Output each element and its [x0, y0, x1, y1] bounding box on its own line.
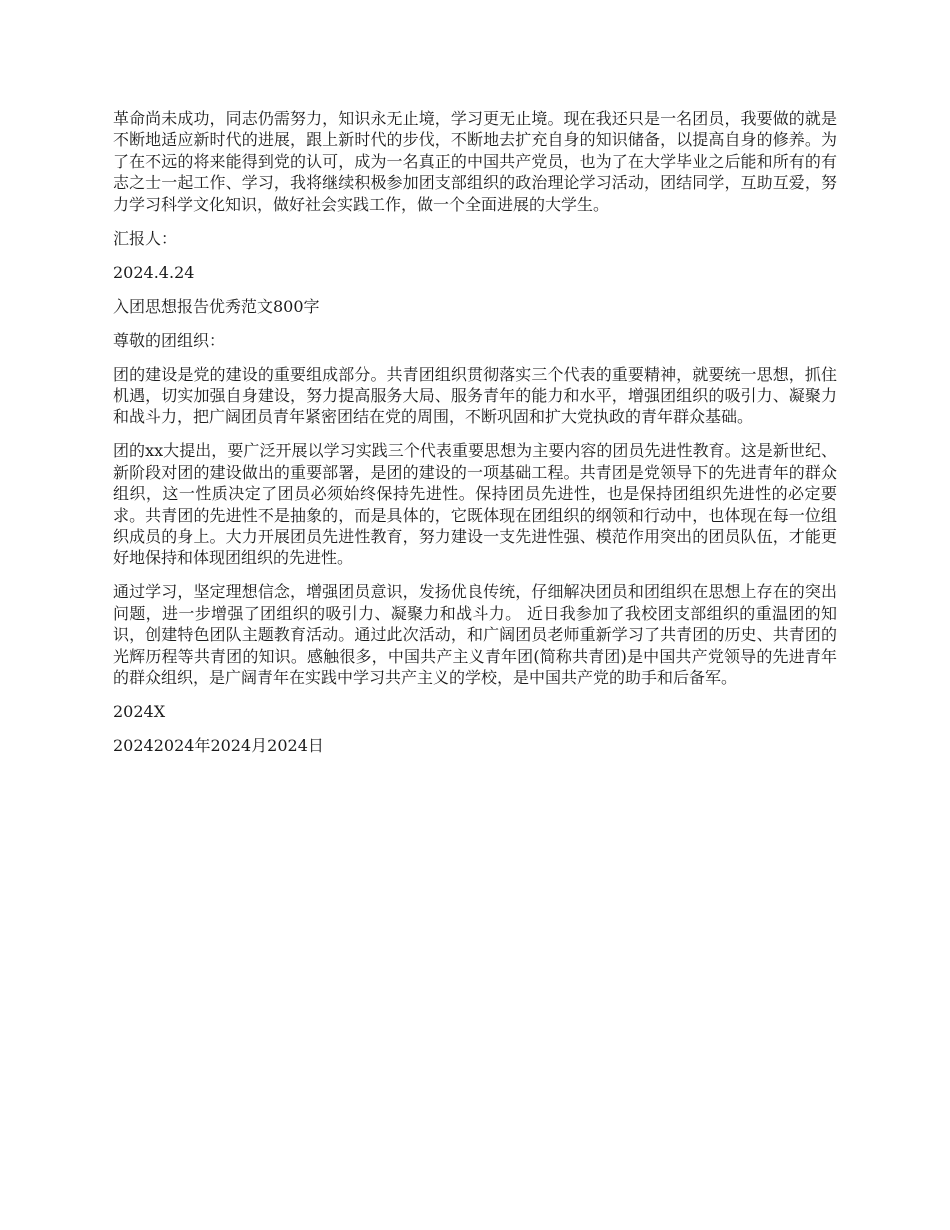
document-title: 入团思想报告优秀范文800字 [113, 296, 320, 316]
document-page [113, 108, 837, 769]
paragraph-closing: 革命尚未成功，同志仍需努力，知识永无止境，学习更无止境。现在我还只是一名团员，我要做的就是不断地适应新时代的进展，跟上新时代的步伐，不断地去扩充自身的知识储备，以提高自身的修养。为了在不远的将来能得到党的认可，成为一名真正的中国共产党员，也为了在大学毕业之后能和所有的有志之士一起工作、学习，我将继续积极参加团支部组织的政治理论学习活动，团结同学，互助互爱，努力学习科学文化知识，做好社会实践工作，做一个全面进展的大学生。 [113, 109, 837, 214]
paragraph-body-3: 通过学习，坚定理想信念，增强团员意识，发扬优良传统，仔细解决团员和团组织在思想上存在的突出问题，进一步增强了团组织的吸引力、凝聚力和战斗力。 近日我参加了我校团支部组织的重温团的知识，创建特色团队主题教育活动。通过此次活动，和广阔团员老师重新学习了共青团的历史、共青团的光辉历程等共青团的知识。感触很多，中国共产主义青年团(简称共青团)是中国共产党领导的先进青年的群众组织，是广阔青年在实践中学习共产主义的学校，是中国共产党的助手和后备军。 [113, 582, 837, 688]
paragraph-body-2: 团的xx大提出，要广泛开展以学习实践三个代表重要思想为主要内容的团员先进性教育。这是新世纪、新阶段对团的建设做出的重要部署，是团的建设的一项基础工程。共青团是党领导下的先进青年的群众组织，这一性质决定了团员必须始终保持先进性。保持团员先进性，也是保持团组织先进性的必定要求。共青团的先进性不是抽象的，而是具体的，它既体现在团组织的纲领和行动中，也体现在每一位组织成员的身上。大力开展团员先进性教育，努力建设一支先进性强、模范作用突出的团员队伍，才能更好地保持和体现团组织的先进性。 [113, 441, 837, 568]
footer-code: 2024X [113, 702, 166, 722]
report-date: 2024.4.24 [113, 262, 195, 282]
paragraph-body-1: 团的建设是党的建设的重要组成部分。共青团组织贯彻落实三个代表的重要精神，就要统一思想，抓住机遇，切实加强自身建设，努力提高服务大局、服务青年的能力和水平，增强团组织的吸引力、凝聚力和战斗力，把广阔团员青年紧密团结在党的周围，不断巩固和扩大党执政的青年群众基础。 [113, 364, 837, 427]
footer-date: 20242024年2024月2024日 [113, 736, 324, 756]
reporter-label: 汇报人： [113, 228, 178, 248]
salutation: 尊敬的团组织： [113, 330, 226, 350]
